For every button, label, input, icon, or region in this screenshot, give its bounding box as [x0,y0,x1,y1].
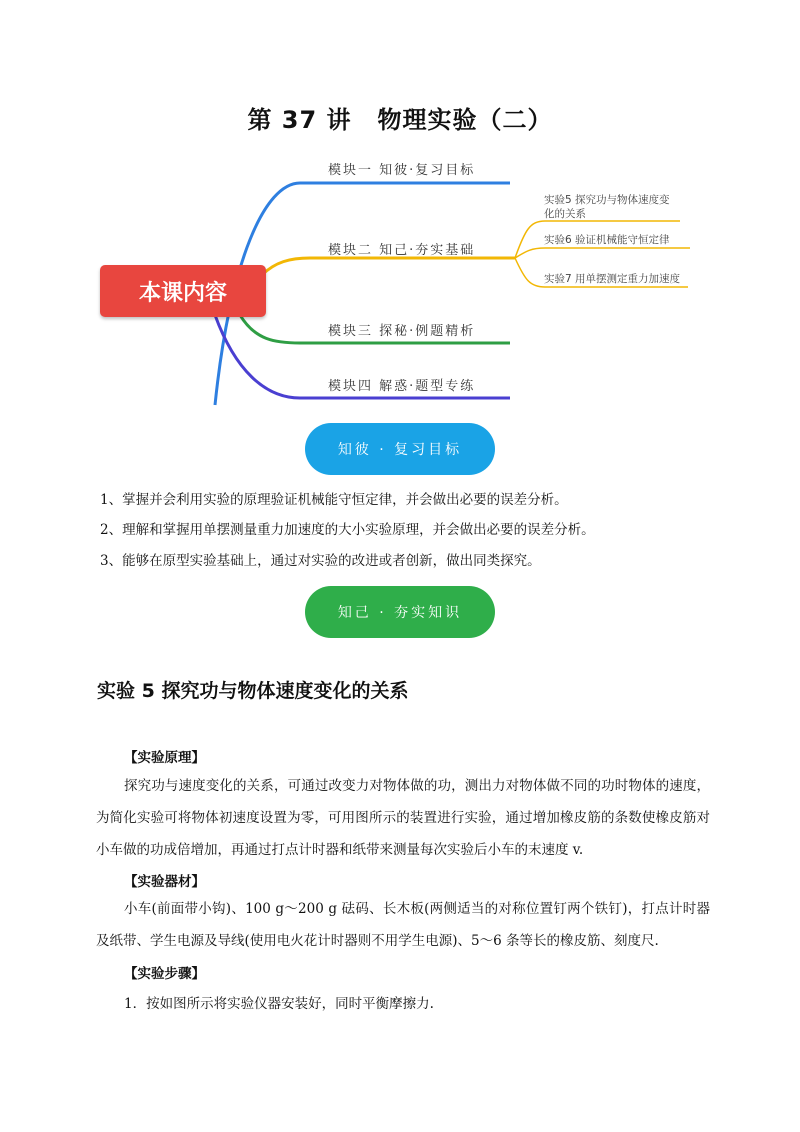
section-heading: 实验 5 探究功与物体速度变化的关系 [97,680,409,702]
branch-2-label: 模块二 知己·夯实基础 [328,243,476,258]
step-1: 1．按如图所示将实验仪器安装好，同时平衡摩擦力. [124,996,434,1012]
page-title [0,100,800,135]
knowledge-pill: 知己 · 夯实知识 [305,586,495,638]
lecture-number: 第 37 讲 [247,106,352,134]
principle-heading: 【实验原理】 [124,750,205,766]
sub-item-3: 实验7 用单摆测定重力加速度 [544,273,681,285]
sub-item-1-line1: 实验5 探究功与物体速度变 [544,194,670,206]
equipment-text: 小车(前面带小钩)、100 g～200 g 砝码、长木板(两侧适当的对称位置钉两个铁钉)，打点计时器及纸带、学生电源及导线(使用电火花计时器则不用学生电源)、5～6 条等长的橡皮筋、刻度尺. [96,901,710,949]
branch-2-line [262,258,515,275]
goal-2: 2、理解和掌握用单摆测量重力加速度的大小实验原理，并会做出必要的误差分析。 [100,522,595,538]
branch-4-label: 模块四 解惑·题型专练 [328,379,476,394]
goals-pill: 知彼 · 复习目标 [305,423,495,475]
sub-item-1-line2: 化的关系 [544,208,586,220]
lecture-name: 物理实验（二） [377,106,553,134]
equipment-heading: 【实验器材】 [124,874,205,890]
steps-heading: 【实验步骤】 [124,966,205,982]
sub-item-2: 实验6 验证机械能守恒定律 [544,234,670,246]
goal-1: 1、掌握并会利用实验的原理验证机械能守恒定律，并会做出必要的误差分析。 [100,492,568,508]
branch-3-label: 模块三 探秘·例题精析 [328,324,476,339]
sub-item-1 [544,193,670,221]
principle-text: 探究功与速度变化的关系，可通过改变力对物体做的功，测出力对物体做不同的功时物体的速度，为简化实验可将物体初速度设置为零，可用图所示的装置进行实验，通过增加橡皮筋的条数使橡皮筋对小车做的功成倍增加，再通过打点计时器和纸带来测量每次实验后小车的末速度 v. [96,778,710,858]
branch-1-label: 模块一 知彼·复习目标 [328,163,476,178]
sub-line-2 [515,248,690,258]
mindmap-center: 本课内容 [100,265,266,317]
goal-3: 3、能够在原型实验基础上，通过对实验的改进或者创新，做出同类探究。 [100,553,541,569]
